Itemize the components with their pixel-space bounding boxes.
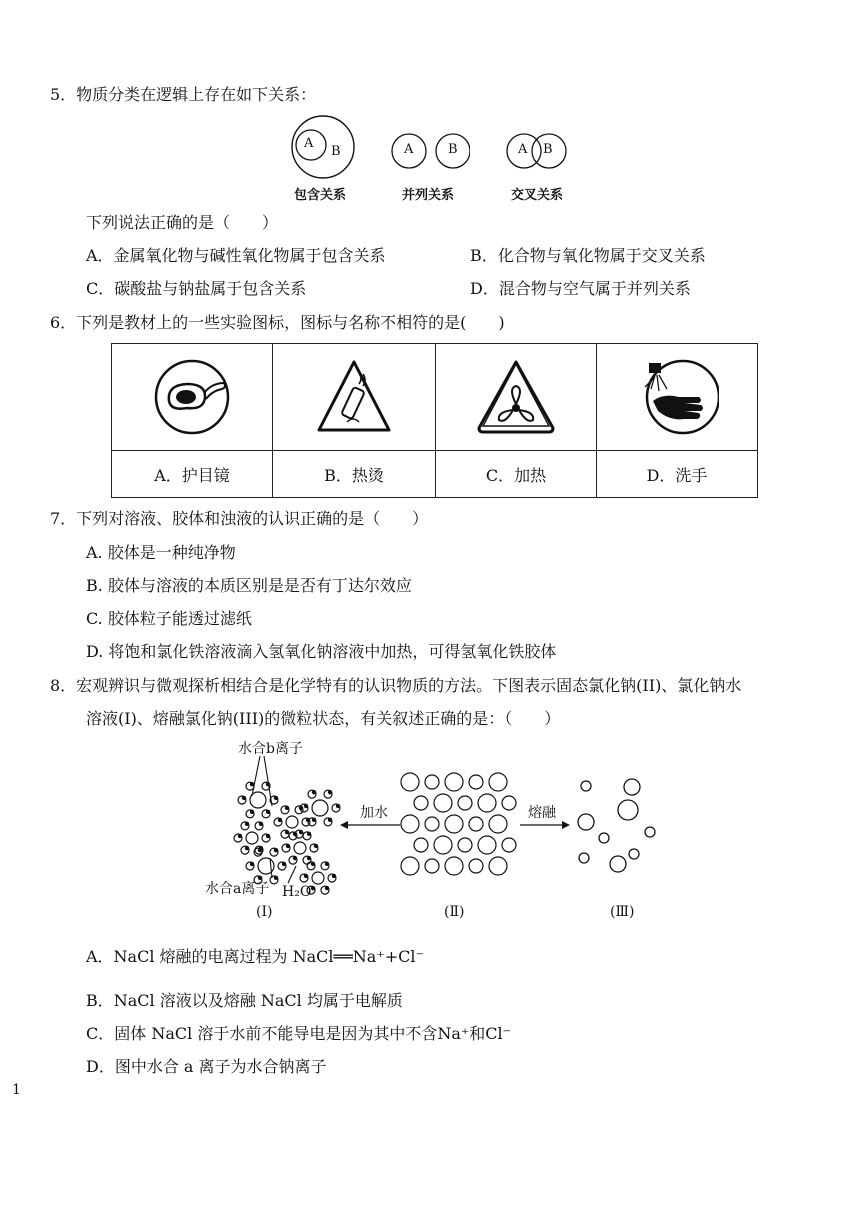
hydrated-ion: [294, 842, 306, 854]
lattice-ion-small: [414, 796, 428, 810]
q8-option-a: A．NaCl 熔融的电离过程为 NaCl══Na⁺+Cl⁻: [86, 947, 424, 966]
q7-option-b: B. 胶体与溶液的本质区别是是否有丁达尔效应: [86, 576, 412, 595]
lattice-ion-large: [445, 773, 463, 791]
water-hydrogen: [332, 874, 335, 877]
lattice-ion-large: [478, 836, 496, 854]
water-hydrogen: [307, 857, 310, 860]
water-hydrogen: [274, 849, 277, 852]
q5-stem: 5．物质分类在逻辑上存在如下关系：: [50, 85, 317, 104]
water-hydrogen: [274, 876, 277, 879]
water-hydrogen: [328, 791, 331, 794]
q5-option-c: C．碳酸盐与钠盐属于包含关系: [86, 279, 307, 298]
hot-surface-icon: [313, 356, 395, 438]
water-hydrogen: [286, 844, 289, 847]
hydrated-ion: [312, 872, 324, 884]
label-hydrated-b-ion: 水合b离子: [238, 741, 303, 757]
lattice-ion-large: [445, 815, 463, 833]
hydrated-ion: [286, 816, 298, 828]
water-hydrogen: [314, 844, 317, 847]
arrow-melt-label: 熔融: [528, 805, 556, 821]
label-b: B: [543, 142, 553, 157]
water-hydrogen: [336, 804, 339, 807]
lattice-ion-large: [434, 836, 452, 854]
water-hydrogen: [259, 822, 262, 825]
lattice-ion-small: [458, 796, 472, 810]
panel-solution: [200, 738, 360, 908]
label-b: B: [331, 144, 341, 159]
q5-option-d: D．混合物与空气属于并列关系: [470, 279, 691, 298]
water-hydrogen: [245, 847, 248, 850]
lattice-ion-large: [401, 773, 419, 791]
lattice-ion-small: [425, 775, 439, 789]
q5-option-b: B．化合物与氧化物属于交叉关系: [470, 246, 706, 265]
fan-icon: [475, 356, 557, 438]
cell-goggles: [112, 344, 273, 451]
q6-stem: 6．下列是教材上的一些实验图标，图标与名称不相符的是( ): [50, 313, 505, 332]
water-hydrogen: [307, 832, 310, 835]
panel-label-3: (Ⅲ): [610, 904, 635, 920]
intersection-diagram: [503, 131, 573, 171]
cell-label-c: C．加热: [436, 451, 597, 498]
lattice-ion-large: [445, 857, 463, 875]
water-hydrogen: [325, 887, 328, 890]
cell-label-a: A．护目镜: [112, 451, 273, 498]
water-hydrogen: [285, 831, 288, 834]
cell-fan: [436, 344, 597, 451]
water-hydrogen: [285, 806, 288, 809]
water-hydrogen: [282, 862, 285, 865]
water-hydrogen: [311, 862, 314, 865]
parallel-diagram: [390, 131, 470, 171]
lattice-ion-small: [414, 838, 428, 852]
label-a: A: [304, 136, 314, 151]
water-hydrogen: [328, 818, 331, 821]
cell-label-d: D．洗手: [597, 451, 758, 498]
water-hydrogen: [245, 822, 248, 825]
cell-handwash: [597, 344, 758, 451]
handwash-icon: [635, 355, 719, 439]
water-hydrogen: [266, 783, 269, 786]
lattice-ion-large: [434, 794, 452, 812]
q7-option-a: A. 胶体是一种纯净物: [86, 543, 236, 562]
water-hydrogen: [278, 818, 281, 821]
label-a: A: [404, 142, 414, 157]
water-hydrogen: [312, 791, 315, 794]
label-b: B: [448, 142, 458, 157]
water-hydrogen: [242, 796, 245, 799]
caption-parallel: 并列关系: [402, 188, 455, 203]
lattice-ion-small: [469, 775, 483, 789]
lattice-ion-large: [401, 815, 419, 833]
water-hydrogen: [325, 862, 328, 865]
q7-stem: 7．下列对溶液、胶体和浊液的认识正确的是（ ）: [50, 509, 429, 528]
water-hydrogen: [311, 887, 314, 890]
page-marker: 1: [12, 1082, 21, 1098]
water-hydrogen: [250, 783, 253, 786]
caption-intersection: 交叉关系: [511, 188, 564, 203]
q7-option-d: D. 将饱和氯化铁溶液滴入氢氧化钠溶液中加热，可得氢氧化铁胶体: [86, 642, 557, 661]
water-hydrogen: [293, 857, 296, 860]
arrow-add-water-label: 加水: [360, 805, 388, 821]
panel-solid: [398, 770, 518, 880]
lattice-ion-large: [489, 773, 507, 791]
containment-diagram: [285, 114, 365, 180]
water-hydrogen: [304, 874, 307, 877]
caption-containment: 包含关系: [294, 188, 347, 203]
panel-molten: [570, 770, 670, 880]
lattice-ion-small: [425, 817, 439, 831]
water-hydrogen: [299, 806, 302, 809]
q7-option-c: C. 胶体粒子能透过滤纸: [86, 609, 252, 628]
q8-stem-line1: 8．宏观辨识与微观探析相结合是化学特有的认识物质的方法。下图表示固态氯化钠(II)、氯化钠水: [50, 676, 742, 695]
label-hydrated-a-ion: 水合a离子: [205, 881, 270, 897]
solid-lattice: [398, 770, 518, 880]
hydrated-ion: [246, 832, 258, 844]
panel-label-1: (Ⅰ): [256, 904, 273, 920]
label-water: H₂O: [282, 884, 312, 900]
label-a: A: [518, 142, 528, 157]
q8-stem-line2: 溶液(I)、熔融氯化钠(III)的微粒状态，有关叙述正确的是：（ ）: [86, 709, 561, 728]
water-hydrogen: [238, 834, 241, 837]
water-hydrogen: [258, 849, 261, 852]
lattice-ion-small: [502, 838, 516, 852]
cell-hot-surface: [273, 344, 436, 451]
q5-option-a: A．金属氧化物与碱性氧化物属于包含关系: [86, 246, 386, 265]
lattice-ion-large: [489, 857, 507, 875]
goggles-icon: [152, 357, 232, 437]
water-hydrogen: [274, 796, 277, 799]
lattice-ion-small: [469, 817, 483, 831]
hydrated-ion: [312, 800, 328, 816]
cell-label-b: B．热烫: [273, 451, 436, 498]
lattice-ion-small: [458, 838, 472, 852]
water-hydrogen: [304, 804, 307, 807]
q8-option-d: D．图中水合 a 离子为水合钠离子: [86, 1057, 327, 1076]
water-hydrogen: [299, 831, 302, 834]
lattice-ion-small: [425, 859, 439, 873]
water-hydrogen: [266, 834, 269, 837]
water-hydrogen: [250, 862, 253, 865]
lattice-ion-large: [478, 794, 496, 812]
lattice-ion-small: [469, 859, 483, 873]
water-hydrogen: [312, 818, 315, 821]
molten-particles: [570, 770, 670, 880]
water-hydrogen: [250, 810, 253, 813]
lattice-ion-small: [502, 796, 516, 810]
lattice-ion-large: [489, 815, 507, 833]
hydrated-ion: [250, 792, 266, 808]
q8-option-c: C．固体 NaCl 溶于水前不能导电是因为其中不含Na⁺和Cl⁻: [86, 1024, 512, 1043]
water-hydrogen: [266, 810, 269, 813]
q8-option-b: B．NaCl 溶液以及熔融 NaCl 均属于电解质: [86, 991, 403, 1010]
lattice-ion-large: [401, 857, 419, 875]
q5-prompt: 下列说法正确的是（ ）: [86, 213, 279, 232]
water-hydrogen: [306, 818, 309, 821]
hydrated-ion: [258, 858, 274, 874]
icon-table: [111, 343, 758, 498]
panel-label-2: (Ⅱ): [444, 904, 465, 920]
